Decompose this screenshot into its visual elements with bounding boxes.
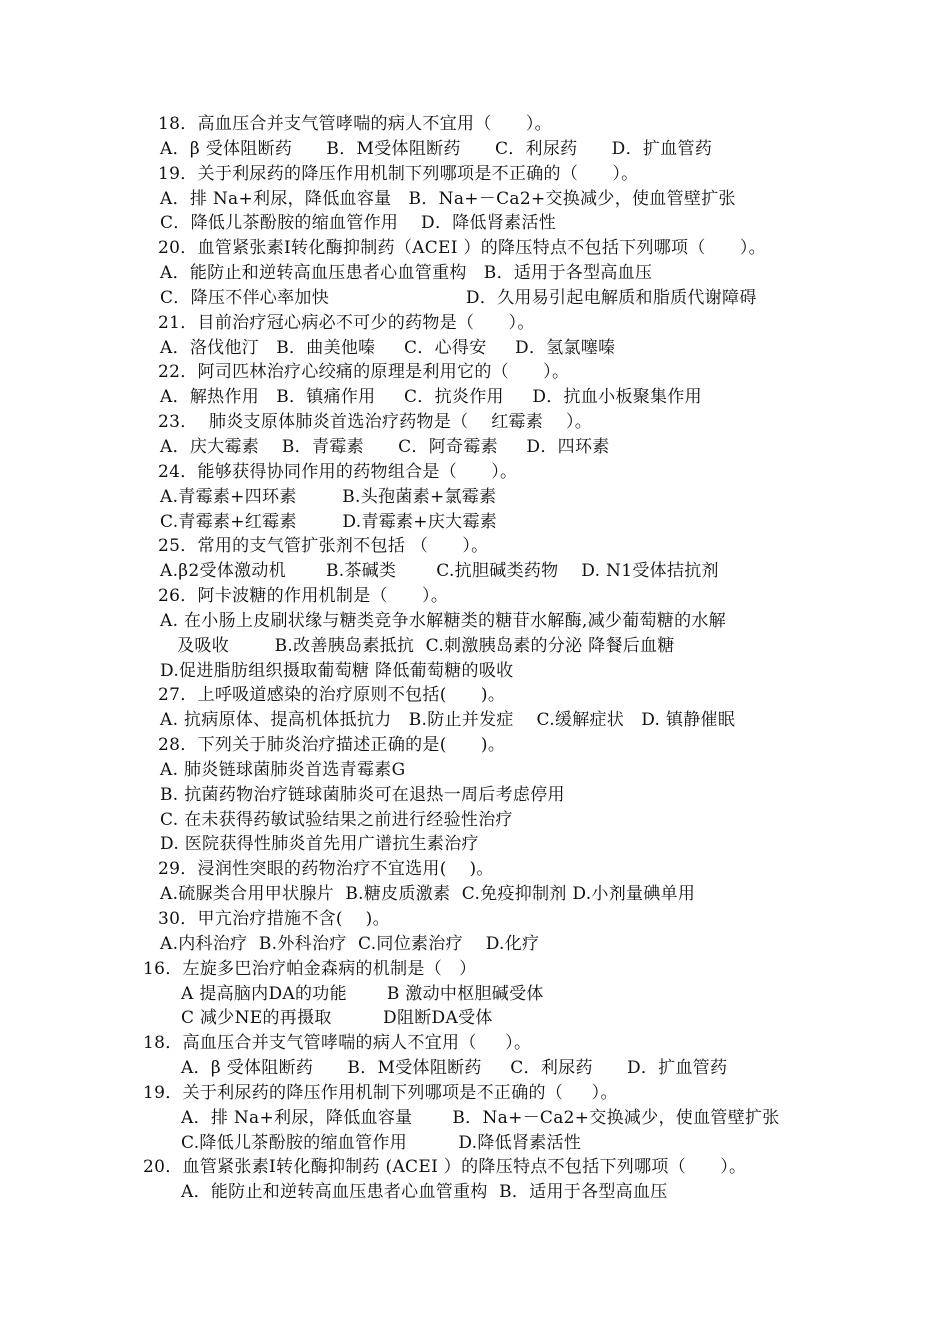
question-28-stem: 28．下列关于肺炎治疗描述正确的是( )。 — [158, 735, 506, 756]
question-26-options-bc: 及吸收 B.改善胰岛素抵抗 C.刺激胰岛素的分泌 降餐后血糖 — [160, 635, 675, 656]
question-30-options: A.内科治疗 B.外科治疗 C.同位素治疗 D.化疗 — [160, 933, 540, 954]
question-26-stem: 26．阿卡波糖的作用机制是（ ）。 — [158, 586, 449, 607]
question-20-options-ab: A．能防止和逆转高血压患者心血管重构 B．适用于各型高血压 — [160, 263, 653, 284]
question-26-option-d: D.促进脂肪组织摄取葡萄糖 降低葡萄糖的吸收 — [160, 660, 514, 681]
question-18-options: A．β 受体阻断药 B．M受体阻断药 C．利尿药 D．扩血管药 — [160, 138, 713, 159]
question-24-options-cd: C.青霉素+红霉素 D.青霉素+庆大霉素 — [160, 511, 498, 532]
question-22-options: A．解热作用 B．镇痛作用 C．抗炎作用 D．抗血小板聚集作用 — [160, 387, 702, 408]
question-28-option-b: B. 抗菌药物治疗链球菌肺炎可在退热一周后考虑停用 — [160, 784, 565, 805]
question-25-options: A.β2受体激动机 B.茶碱类 C.抗胆碱类药物 D. N1受体拮抗剂 — [160, 561, 719, 582]
question-20-repeat-options: A．能防止和逆转高血压患者心血管重构 B．适用于各型高血压 — [181, 1182, 668, 1203]
question-18-repeat-stem: 18．高血压合并支气管哮喘的病人不宜用（ ）。 — [143, 1033, 532, 1054]
question-16-options-cd: C 减少NE的再摄取 D阻断DA受体 — [181, 1008, 493, 1029]
question-28-option-d: D. 医院获得性肺炎首先用广谱抗生素治疗 — [160, 834, 479, 855]
question-28-option-a: A. 肺炎链球菌肺炎首选青霉素G — [160, 759, 406, 780]
question-26-option-a: A. 在小肠上皮刷状缘与糖类竞争水解糖类的糖苷水解酶,减少葡萄糖的水解 — [160, 610, 726, 631]
question-18-repeat-options: A．β 受体阻断药 B．M受体阻断药 C．利尿药 D．扩血管药 — [181, 1058, 728, 1079]
question-24-options-ab: A.青霉素+四环素 B.头孢菌素+氯霉素 — [160, 486, 497, 507]
question-29-options: A.硫脲类合用甲状腺片 B.糖皮质激素 C.免疫抑制剂 D.小剂量碘单用 — [160, 884, 696, 905]
question-27-options: A. 抗病原体、提高机体抵抗力 B.防止并发症 C.缓解症状 D. 镇静催眠 — [160, 710, 736, 731]
question-18-stem: 18．高血压合并支气管哮喘的病人不宜用（ ）。 — [158, 114, 552, 134]
question-30-stem: 30．甲亢治疗措施不含( )。 — [158, 909, 390, 929]
question-19-repeat-stem: 19．关于利尿药的降压作用机制下列哪项是不正确的（ ）。 — [143, 1082, 618, 1103]
question-text-block — [0, 112, 950, 1205]
question-19-repeat-options-cd: C.降低儿茶酚胺的缩血管作用 D.降低肾素活性 — [181, 1132, 582, 1153]
question-20-options-cd: C．降压不伴心率加快 D．久用易引起电解质和脂质代谢障碍 — [160, 287, 757, 308]
question-20-stem: 20．血管紧张素Ⅰ转化酶抑制药（ACEI ）的降压特点不包括下列哪项（ ）。 — [158, 238, 766, 259]
question-21-options: A．洛伐他汀 B．曲美他嗪 C．心得安 D．氢氯噻嗪 — [160, 337, 616, 358]
question-28-option-c: C. 在未获得药敏试验结果之前进行经验性治疗 — [160, 809, 513, 830]
question-19-stem: 19．关于利尿药的降压作用机制下列哪项是不正确的（ ）。 — [158, 163, 639, 184]
question-19-repeat-options-ab: A．排 Na+利尿，降低血容量 B．Na+－Ca2+交换减少，使血管壁扩张 — [181, 1107, 780, 1128]
question-16-options-ab: A 提高脑内DA的功能 B 激动中枢胆碱受体 — [181, 983, 544, 1004]
question-19-options-cd: C．降低儿茶酚胺的缩血管作用 D．降低肾素活性 — [160, 213, 557, 234]
question-23-options: A．庆大霉素 B．青霉素 C．阿奇霉素 D．四环素 — [160, 436, 610, 457]
question-16-stem: 16．左旋多巴治疗帕金森病的机制是（ ） — [143, 958, 477, 979]
question-25-stem: 25．常用的支气管扩张剂不包括 （ ）。 — [158, 536, 489, 557]
question-20-repeat-stem: 20．血管紧张素Ⅰ转化酶抑制药 (ACEI ）的降压特点不包括下列哪项（ ）。 — [143, 1157, 747, 1178]
question-22-stem: 22．阿司匹林治疗心绞痛的原理是利用它的（ ）。 — [158, 362, 570, 383]
question-21-stem: 21．目前治疗冠心病必不可少的药物是（ ）。 — [158, 312, 535, 333]
question-19-options-ab: A．排 Na+利尿，降低血容量 B．Na+－Ca2+交换减少，使血管壁扩张 — [160, 188, 736, 209]
question-29-stem: 29．浸润性突眼的药物治疗不宜选用( )。 — [158, 859, 494, 880]
question-27-stem: 27．上呼吸道感染的治疗原则不包括( )。 — [158, 685, 506, 706]
question-23-stem: 23． 肺炎支原体肺炎首选治疗药物是（ 红霉素 ）。 — [158, 412, 593, 433]
question-24-stem: 24．能够获得协同作用的药物组合是（ ）。 — [158, 461, 518, 482]
